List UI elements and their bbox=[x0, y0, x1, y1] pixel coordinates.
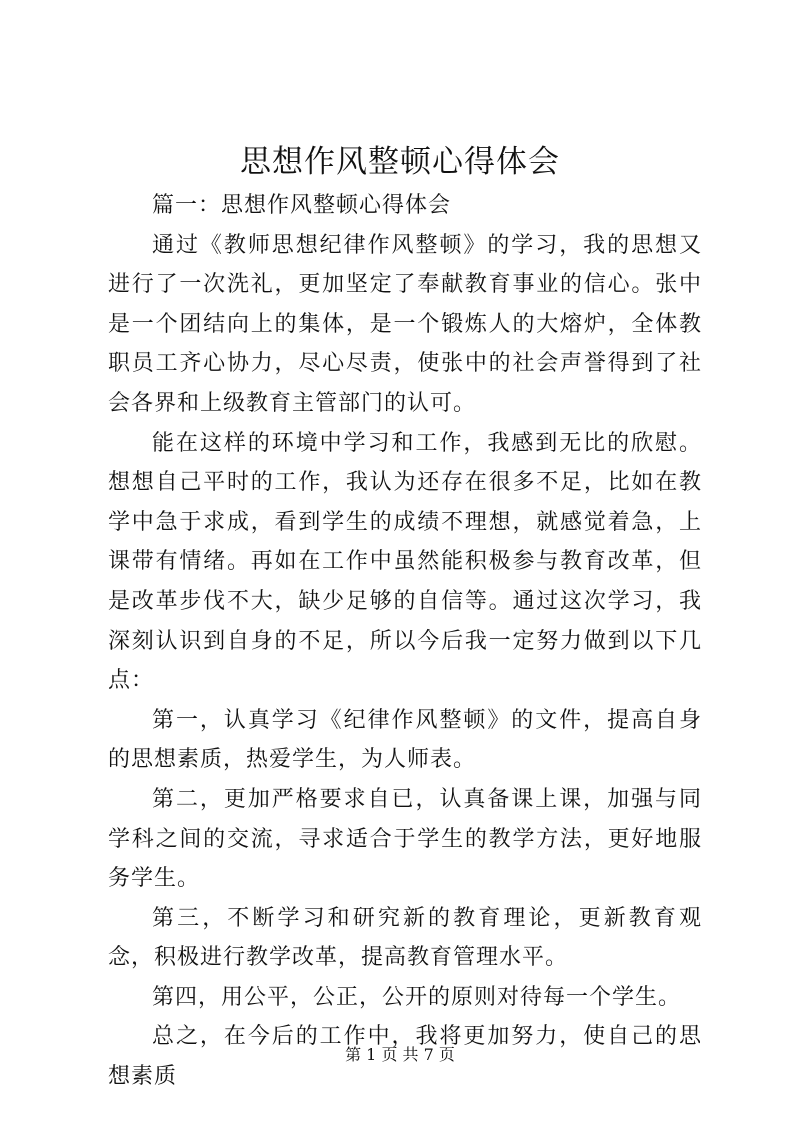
section-heading: 篇一：思想作风整顿心得体会 bbox=[152, 193, 452, 218]
paragraph: 通过《教师思想纪律作风整顿》的学习，我的思想又进行了一次洗礼，更加坚定了奉献教育事业的信心。张中是一个团结向上的集体，是一个锻炼人的大熔炉，全体教职员工齐心协力，尽心尽责，使张中的社会声誉得到了社会各界和上级教育主管部门的认可。 bbox=[108, 232, 702, 416]
paragraph: 第一，认真学习《纪律作风整顿》的文件，提高自身的思想素质，热爱学生，为人师表。 bbox=[108, 707, 702, 773]
paragraph: 第三，不断学习和研究新的教育理论，更新教育观念，积极进行教学改革，提高教育管理水平。 bbox=[108, 905, 702, 971]
document-body bbox=[108, 186, 702, 1097]
document-title: 思想作风整顿心得体会 bbox=[240, 144, 560, 180]
paragraph: 第四，用公平，公正，公开的原则对待每一个学生。 bbox=[152, 984, 682, 1010]
page-number-footer: 第 1 页 共 7 页 bbox=[345, 1045, 455, 1064]
paragraph: 总之，在今后的工作中，我将更加努力，使自己的思想素质 bbox=[108, 1024, 702, 1090]
paragraph: 能在这样的环境中学习和工作，我感到无比的欣慰。想想自己平时的工作，我认为还存在很多不足，比如在教学中急于求成，看到学生的成绩不理想，就感觉着急，上课带有情绪。再如在工作中虽然能积极参与教育改革，但是改革步伐不大，缺少足够的自信等。通过这次学习，我深刻认识到自身的不足，所以今后我一定努力做到以下几点： bbox=[108, 430, 702, 694]
paragraph: 第二，更加严格要求自已，认真备课上课，加强与同学科之间的交流，寻求适合于学生的教学方法，更好地服务学生。 bbox=[108, 786, 702, 892]
